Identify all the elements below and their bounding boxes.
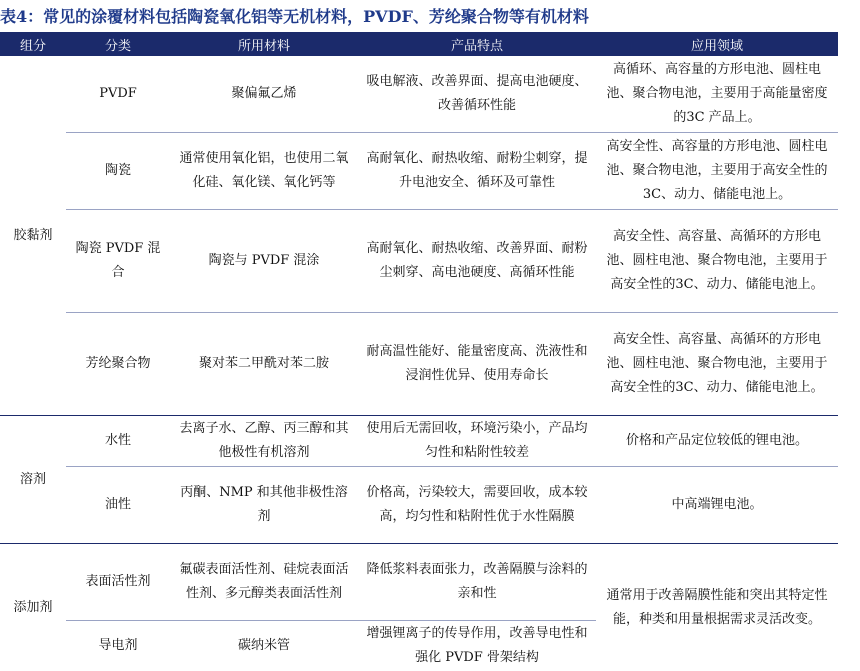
application-cell: 高安全性、高容量、高循环的方形电池、圆柱电池、聚合物电池，主要用于高安全性的3C、动力、储能电池上。 — [596, 313, 838, 416]
table-row — [0, 416, 838, 467]
group-solvent: 溶剂 — [0, 416, 66, 544]
table-row — [0, 313, 838, 416]
material-cell: 聚对苯二甲酰对苯二胺 — [170, 313, 358, 416]
category-cell: 表面活性剂 — [66, 544, 170, 621]
application-cell: 中高端锂电池。 — [596, 467, 838, 544]
table-row — [0, 133, 838, 210]
features-cell: 吸电解液、改善界面、提高电池硬度、改善循环性能 — [358, 56, 596, 133]
material-cell: 碳纳米管 — [170, 621, 358, 671]
application-cell: 价格和产品定位较低的锂电池。 — [596, 416, 838, 467]
header-category: 分类 — [66, 32, 170, 56]
category-cell: 陶瓷 PVDF 混合 — [66, 210, 170, 313]
group-binder: 胶黏剂 — [0, 56, 66, 416]
header-component: 组分 — [0, 32, 66, 56]
material-cell: 去离子水、乙醇、丙三醇和其他极性有机溶剂 — [170, 416, 358, 467]
features-cell: 价格高，污染较大，需要回收，成本较高，均匀性和粘附性优于水性隔膜 — [358, 467, 596, 544]
features-cell: 高耐氧化、耐热收缩、改善界面、耐粉尘刺穿、高电池硬度、高循环性能 — [358, 210, 596, 313]
table-row — [0, 210, 838, 313]
category-cell: 油性 — [66, 467, 170, 544]
material-cell: 聚偏氟乙烯 — [170, 56, 358, 133]
header-material: 所用材料 — [170, 32, 358, 56]
application-cell: 高循环、高容量的方形电池、圆柱电池、聚合物电池，主要用于高能量密度的3C 产品上。 — [596, 56, 838, 133]
material-cell: 氟碳表面活性剂、硅烷表面活性剂、多元醇类表面活性剂 — [170, 544, 358, 621]
application-cell: 通常用于改善隔膜性能和突出其特定性能，种类和用量根据需求灵活改变。 — [596, 544, 838, 671]
application-cell: 高安全性、高容量、高循环的方形电池、圆柱电池、聚合物电池，主要用于高安全性的3C、动力、储能电池上。 — [596, 210, 838, 313]
material-cell: 丙酮、NMP 和其他非极性溶剂 — [170, 467, 358, 544]
category-cell: 水性 — [66, 416, 170, 467]
category-cell: 导电剂 — [66, 621, 170, 671]
table-row — [0, 467, 838, 544]
category-cell: PVDF — [66, 56, 170, 133]
material-cell: 通常使用氧化铝，也使用二氧化硅、氧化镁、氧化钙等 — [170, 133, 358, 210]
features-cell: 使用后无需回收，环境污染小，产品均匀性和粘附性较差 — [358, 416, 596, 467]
header-row — [0, 32, 838, 56]
material-cell: 陶瓷与 PVDF 混涂 — [170, 210, 358, 313]
features-cell: 高耐氧化、耐热收缩、耐粉尘刺穿，提升电池安全、循环及可靠性 — [358, 133, 596, 210]
table-title: 表4：常见的涂覆材料包括陶瓷氧化铝等无机材料，PVDF、芳纶聚合物等有机材料 — [0, 6, 589, 28]
features-cell: 降低浆料表面张力，改善隔膜与涂料的亲和性 — [358, 544, 596, 621]
category-cell: 芳纶聚合物 — [66, 313, 170, 416]
coating-materials-table — [0, 32, 838, 671]
features-cell: 耐高温性能好、能量密度高、洗液性和浸润性优异、使用寿命长 — [358, 313, 596, 416]
table-row — [0, 544, 838, 621]
header-application: 应用领域 — [596, 32, 838, 56]
category-cell: 陶瓷 — [66, 133, 170, 210]
group-additive: 添加剂 — [0, 544, 66, 671]
table-row — [0, 56, 838, 133]
application-cell: 高安全性、高容量的方形电池、圆柱电池、聚合物电池，主要用于高安全性的3C、动力、储能电池上。 — [596, 133, 838, 210]
features-cell: 增强锂离子的传导作用，改善导电性和强化 PVDF 骨架结构 — [358, 621, 596, 671]
header-features: 产品特点 — [358, 32, 596, 56]
